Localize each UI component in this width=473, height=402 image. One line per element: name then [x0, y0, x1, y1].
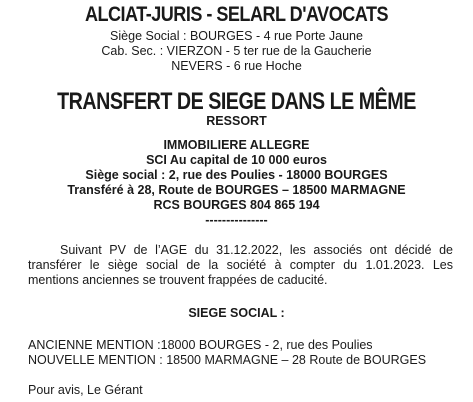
company-name: IMMOBILIERE ALLEGRE [163, 138, 310, 152]
company-capital: SCI Au capital de 10 000 euros [146, 153, 327, 167]
company-transfer: Transféré à 28, Route de BOURGES – 18500 MARMAGNE [67, 183, 406, 197]
firm-address-line: Siège Social : BOURGES - 4 rue Porte Jaune [110, 29, 363, 43]
body-paragraph [28, 243, 453, 288]
firm-address-line: Cab. Sec. : VIERZON - 5 ter rue de la Gaucherie [101, 44, 372, 58]
notice-heading [0, 88, 473, 128]
body-paragraph-text: Suivant PV de l’AGE du 31.12.2022, les associés ont décidé de transférer le siège social de la société à compter du 1.01.2023. Les mentions anciennes se trouvent frappées de caducité. [28, 243, 453, 287]
notice-subtitle: RESSORT [206, 114, 267, 128]
company-rcs: RCS BOURGES 804 865 194 [153, 198, 320, 212]
company-block [0, 138, 473, 228]
firm-name: ALCIAT-JURIS - SELARL D'AVOCATS [84, 3, 389, 26]
signature: Pour avis, Le Gérant [28, 383, 143, 397]
company-seat: Siège social : 2, rue des Poulies - 18000 BOURGES [85, 168, 388, 182]
firm-addresses [0, 29, 473, 74]
new-mention: NOUVELLE MENTION : 18500 MARMAGNE – 28 Route de BOURGES [28, 353, 427, 367]
notice-title: TRANSFERT DE SIEGE DANS LE MÊME [57, 88, 416, 115]
old-mention: ANCIENNE MENTION :18000 BOURGES - 2, rue des Poulies [28, 338, 373, 352]
section-heading: SIEGE SOCIAL : [188, 306, 285, 320]
separator: --------------- [205, 213, 268, 227]
firm-header [0, 0, 473, 74]
firm-address-line: NEVERS - 6 rue Hoche [171, 59, 302, 73]
mentions-block [28, 338, 473, 368]
